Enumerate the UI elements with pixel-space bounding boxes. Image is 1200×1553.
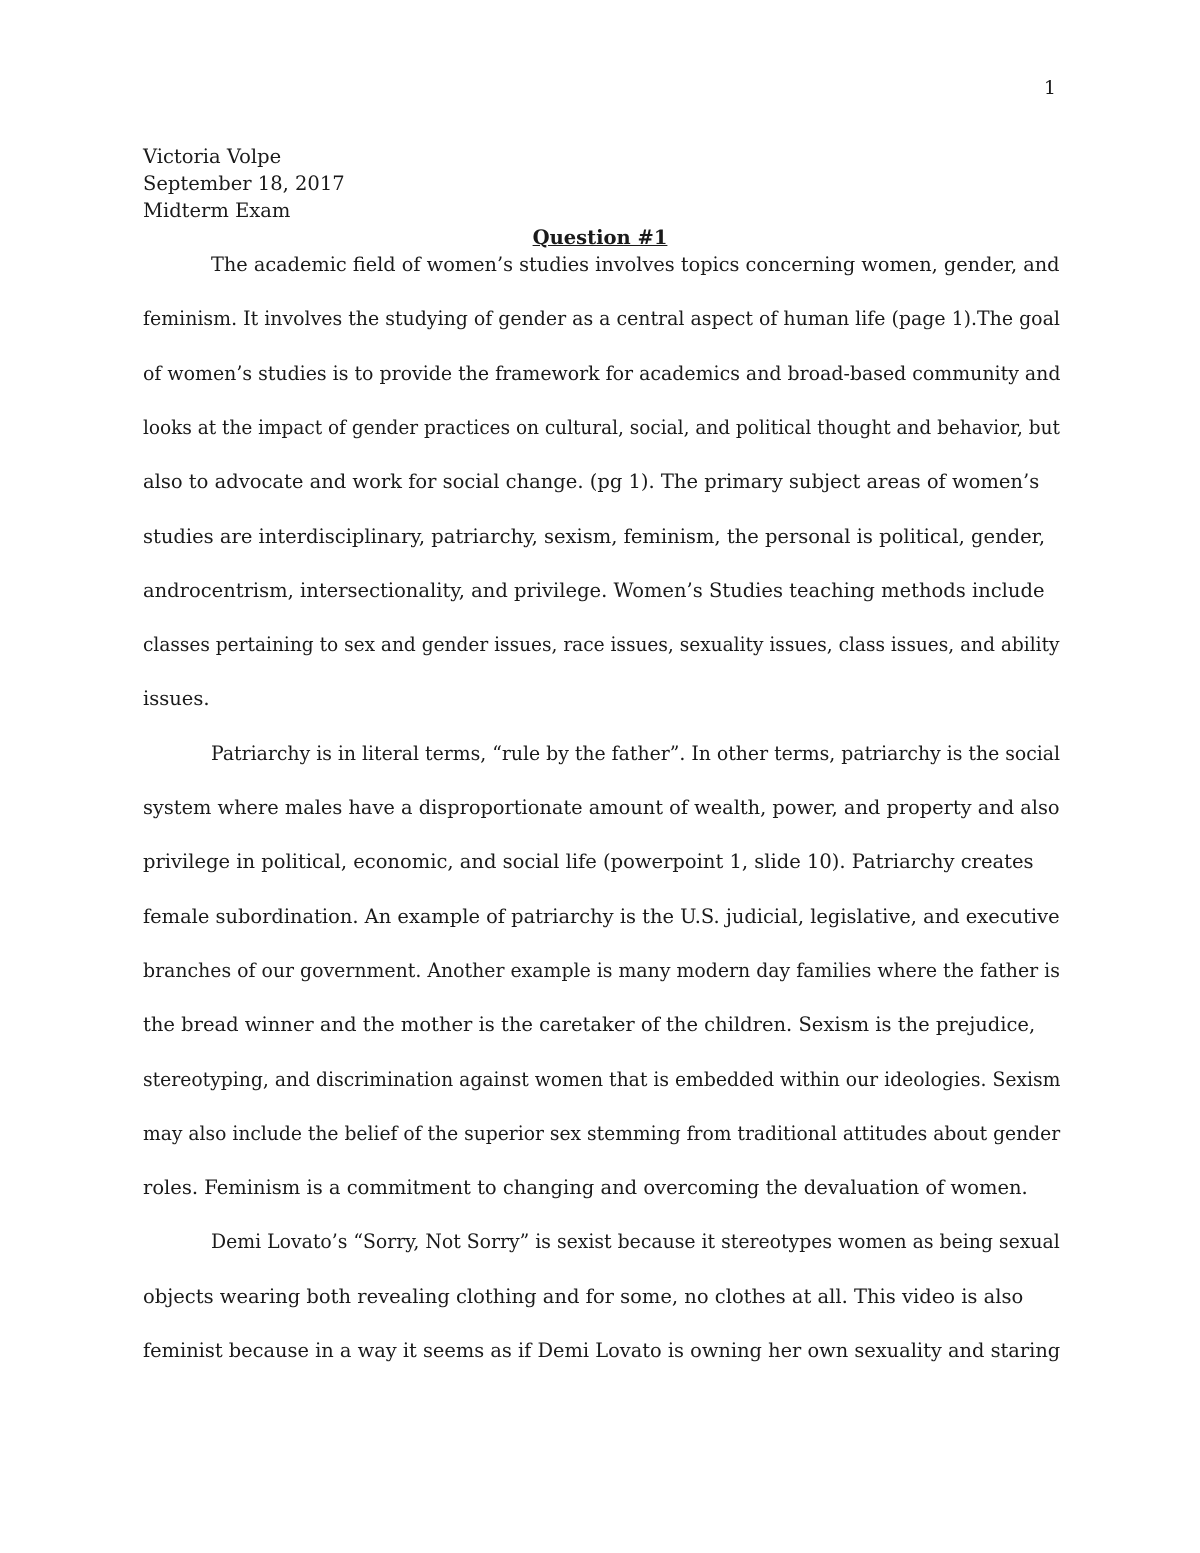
text-line: feminist because in a way it seems as if Demi Lovato is owning her own sexuality and staring bbox=[143, 1339, 1061, 1362]
text-line: system where males have a disproportionate amount of wealth, power, and property and also bbox=[143, 796, 1060, 819]
text-line: roles. Feminism is a commitment to changing and overcoming the devaluation of women. bbox=[143, 1176, 1028, 1200]
text-line: the bread winner and the mother is the caretaker of the children. Sexism is the prejudice, bbox=[143, 1013, 1036, 1037]
text-line: female subordination. An example of patriarchy is the U.S. judicial, legislative, and executive bbox=[143, 904, 1060, 928]
question-title: Question #1 bbox=[532, 226, 668, 249]
text-line: branches of our government. Another example is many modern day families where the father is bbox=[143, 958, 1060, 982]
text-line: objects wearing both revealing clothing and for some, no clothes at all. This video is also bbox=[143, 1284, 1024, 1308]
page-number: 1 bbox=[1043, 77, 1056, 99]
text-line: privilege in political, economic, and social life (powerpoint 1, slide 10). Patriarchy creates bbox=[143, 850, 1034, 874]
text-line: studies are interdisciplinary, patriarchy, sexism, feminism, the personal is political, gender, bbox=[143, 524, 1046, 548]
text-line: also to advocate and work for social change. (pg 1). The primary subject areas of women’s bbox=[143, 470, 1040, 494]
author-name: Victoria Volpe bbox=[143, 145, 282, 168]
text-line: Patriarchy is in literal terms, “rule by the father”. In other terms, patriarchy is the social bbox=[211, 741, 1061, 765]
text-line: androcentrism, intersectionality, and privilege. Women’s Studies teaching methods include bbox=[143, 578, 1045, 602]
text-line: may also include the belief of the superior sex stemming from traditional attitudes about gender bbox=[143, 1121, 1061, 1145]
course-title: Midterm Exam bbox=[143, 199, 291, 222]
text-line: classes pertaining to sex and gender issues, race issues, sexuality issues, class issues, and ability bbox=[143, 633, 1060, 657]
text-line: issues. bbox=[143, 687, 210, 711]
document-date: September 18, 2017 bbox=[143, 172, 345, 195]
text-line: of women’s studies is to provide the framework for academics and broad-based community and bbox=[143, 361, 1061, 385]
text-line: stereotyping, and discrimination against women that is embedded within our ideologies. Sexism bbox=[143, 1067, 1061, 1091]
text-line: The academic field of women’s studies involves topics concerning women, gender, and bbox=[211, 253, 1060, 276]
text-line: Demi Lovato’s “Sorry, Not Sorry” is sexist because it stereotypes women as being sexual bbox=[211, 1230, 1060, 1254]
text-line: looks at the impact of gender practices on cultural, social, and political thought and behavior, but bbox=[143, 415, 1060, 439]
text-line: feminism. It involves the studying of gender as a central aspect of human life (page 1).The goal bbox=[143, 307, 1060, 331]
